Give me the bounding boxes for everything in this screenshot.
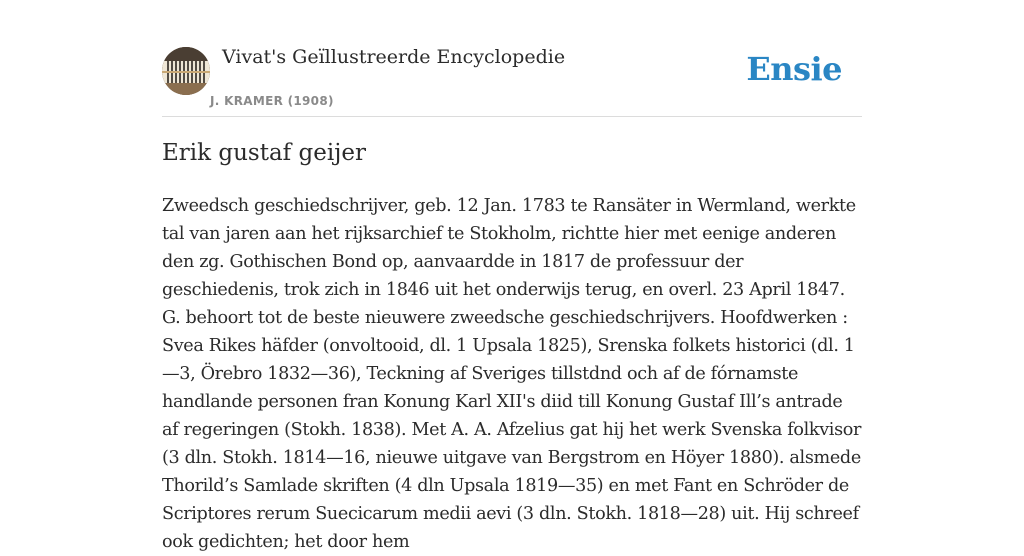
book-author: J. KRAMER (1908) — [210, 94, 334, 108]
book-cover-avatar[interactable] — [162, 47, 210, 95]
ensie-logo[interactable]: Ensie — [746, 50, 842, 88]
entry-body: Zweedsch geschiedschrijver, geb. 12 Jan. 1783 te Ransäter in Wermland, werkte tal van jaren aan het rijksarchief te Stokholm, richtte hier met eenige anderen den zg. Gothischen Bond op, aanvaardde in 1817 de professuur der geschiedenis, trok zich in 1846 uit het onderwijs terug, en overl. 23 April 1847. G. behoort tot de beste nieuwere zweedsche geschiedschrijvers. Hoofdwerken : Svea Rikes häfder (onvoltooid, dl. 1 Upsala 1825), Srenska folkets historici (dl. 1—3, Örebro 1832—36), Teckning af Sveriges tillstdnd och af de fórnamste handlande personen fran Konung Karl XII's diid till Konung Gustaf Ill’s antrade af regeringen (Stokh. 1838). Met A. A. Afzelius gat hij het werk Svenska folkvisor (3 dln. Stokh. 1814—16, nieuwe uitgave van Bergstrom en Höyer 1880). alsmede Thorild’s Samlade skriften (4 dln Upsala 1819—35) en met Fant en Schröder de Scriptores rerum Suecicarum medii aevi (3 dln. Stokh. 1818—28) uit. Hij schreef ook gedichten; het door hem — [162, 196, 862, 552]
book-spines-icon — [162, 47, 210, 95]
book-title[interactable]: Vivat's Geïllustreerde Encyclopedie — [222, 46, 566, 68]
page-container — [162, 0, 862, 552]
entry-title: Erik gustaf geijer — [162, 140, 366, 166]
book-header — [162, 0, 862, 117]
